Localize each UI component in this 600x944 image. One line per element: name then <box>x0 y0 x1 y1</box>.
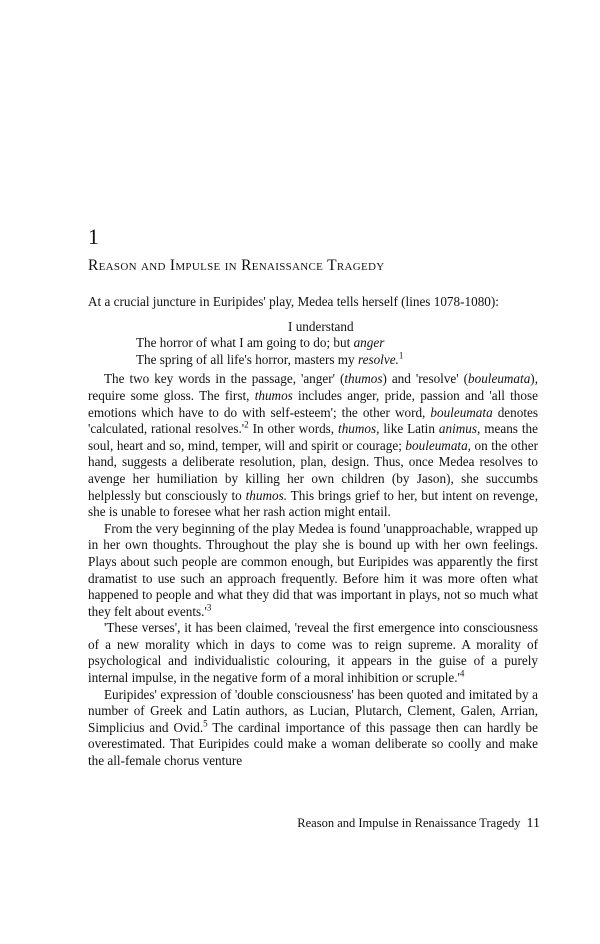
verse-line-1: I understand <box>288 318 354 334</box>
text-run: The cardinal importance of this passage then can hardly be overestimated. That Euripides could make a woman deliberate so coolly and make the all-female chorus venture <box>88 719 538 769</box>
text-run: like Latin <box>379 421 439 437</box>
text-run: on the other hand, suggests a deliberate resolution, plan, design. Thus, once Medea resolves to avenge her humiliation by killing her own children (by Jason), she succumbs helplessly but consciously to <box>88 437 538 503</box>
italic-term: bouleumata <box>468 371 531 387</box>
chapter-title: Reason and Impulse in Renaissance Tragedy <box>88 257 385 274</box>
text-run: 'These verses', it has been claimed, 'reveal the first emergence into consciousness of a new morality which in days to come was to reign supreme. A morality of psychological and individualistic colouring, it appears in the guise of a purely internal impulse, in the negative form of a moral inhibition or scruple.' <box>88 620 538 686</box>
chapter-number: 1 <box>88 224 99 249</box>
text-run: From the very beginning of the play Medea is found 'unapproachable, wrapped up in her own thoughts. Throughout the play she is bound up with her own feelings. Plays about such people are common enough, but Euripides was apparently the first dramatist to use such an approach frequently. Before him it was more often what happened to people and what they did that was important in plays, not so much what they felt about events.' <box>88 520 538 619</box>
verse-line-2 <box>88 335 538 352</box>
text-run: means the soul, heart and so, mind, temper, will and spirit or courage; <box>88 421 538 453</box>
footnote-ref-4: 4 <box>459 668 465 679</box>
italic-term: thumos. <box>245 487 288 503</box>
verse-quotation <box>88 319 538 369</box>
verse-line-3-text: The spring of all life's horror, masters my <box>136 351 358 367</box>
italic-term: thumos, <box>338 421 380 437</box>
intro-paragraph: At a crucial juncture in Euripides' play, Medea tells herself (lines 1078-1080): <box>88 294 499 309</box>
body-text <box>88 294 538 770</box>
running-footer <box>88 816 540 832</box>
footnote-ref-5: 5 <box>203 718 208 729</box>
paragraph-4 <box>88 687 538 770</box>
footnote-ref-1: 1 <box>398 350 404 361</box>
paragraph-2 <box>88 521 538 621</box>
text-run: includes anger, pride, passion and 'all those emotions which have to do with self-esteem'; the other word, <box>88 387 538 420</box>
running-title: Reason and Impulse in Renaissance Tragedy <box>297 816 521 830</box>
verse-line-2-text: The horror of what I am going to do; but <box>136 335 354 351</box>
text-run: Euripides' expression of 'double consciousness' has been quoted and imitated by a number of Greek and Latin authors, as Lucian, Plutarch, Clement, Galen, Arrian, Simplicius and Ovid. <box>88 686 538 735</box>
italic-term: bouleumata, <box>405 437 471 453</box>
text-run: ) and 'resolve' ( <box>382 371 469 387</box>
text-run: This brings grief to her, but intent on revenge, she is unable to foresee what her rash action might entail. <box>88 487 538 520</box>
text-run: denotes 'calculated, rational resolves.' <box>88 404 538 437</box>
italic-term: bouleumata <box>430 404 493 420</box>
italic-term: animus, <box>438 421 481 437</box>
text-run: In other words, <box>248 421 339 437</box>
footnote-ref-3: 3 <box>206 602 212 613</box>
italic-term: thumos <box>254 387 293 403</box>
italic-term: thumos <box>344 371 383 387</box>
text-run: The two key words in the passage, 'anger' ( <box>104 371 345 387</box>
verse-line-3 <box>88 352 538 369</box>
page-number: 11 <box>526 816 540 831</box>
paragraph-1 <box>88 371 538 520</box>
verse-word-resolve: resolve. <box>357 351 399 367</box>
verse-word-anger: anger <box>353 335 385 351</box>
text-run: ), require some gloss. The first, <box>88 371 538 403</box>
paragraph-3 <box>88 620 538 686</box>
footnote-ref-2: 2 <box>244 419 249 430</box>
